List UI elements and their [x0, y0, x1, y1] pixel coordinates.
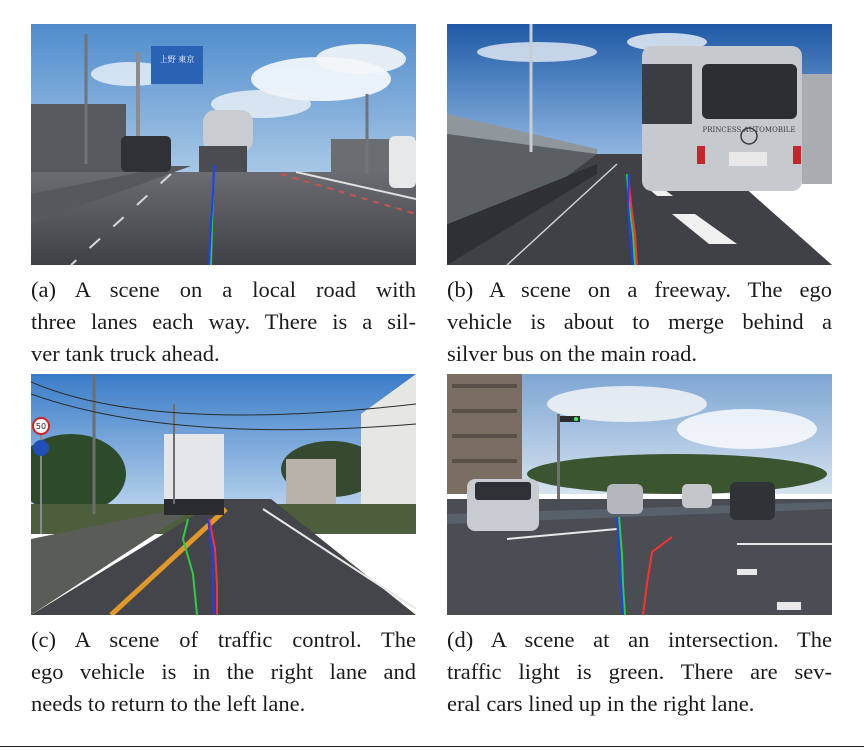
caption-line: needs to return to the left lane. — [31, 691, 306, 716]
figure-a-caption — [31, 274, 416, 370]
caption-line: vehicle is about to merge behind a — [447, 309, 832, 334]
intersection-scene — [447, 374, 832, 615]
figure-b-image — [447, 24, 832, 265]
caption-line: (c) A scene of traffic control. The — [31, 627, 416, 652]
freeway-scene — [447, 24, 832, 265]
caption-line: three lanes each way. There is a sil- — [31, 309, 416, 334]
caption-line: silver bus on the main road. — [447, 341, 697, 366]
speed-sign-text: 50 — [35, 422, 47, 431]
caption-line: (a) A scene on a local road with — [31, 277, 416, 302]
caption-line: (b) A scene on a freeway. The ego — [447, 277, 832, 302]
bus-logo-text: PRINCESS AUTOMOBILE — [702, 126, 796, 134]
figure-c-caption — [31, 624, 416, 720]
caption-line: ego vehicle is in the right lane and — [31, 659, 416, 684]
traffic-control-scene — [31, 374, 416, 615]
figure-b-caption — [447, 274, 832, 370]
bottom-rule — [0, 746, 864, 747]
caption-line: eral cars lined up in the right lane. — [447, 691, 755, 716]
figure-a-image — [31, 24, 416, 265]
caption-line: ver tank truck ahead. — [31, 341, 220, 366]
figure-c-image — [31, 374, 416, 615]
caption-line: (d) A scene at an intersection. The — [447, 627, 832, 652]
figure-d-image — [447, 374, 832, 615]
caption-line: traffic light is green. There are sev- — [447, 659, 832, 684]
road-sign-text: 上野 東京 — [159, 55, 195, 64]
figure-d-caption — [447, 624, 832, 720]
local-road-scene — [31, 24, 416, 265]
